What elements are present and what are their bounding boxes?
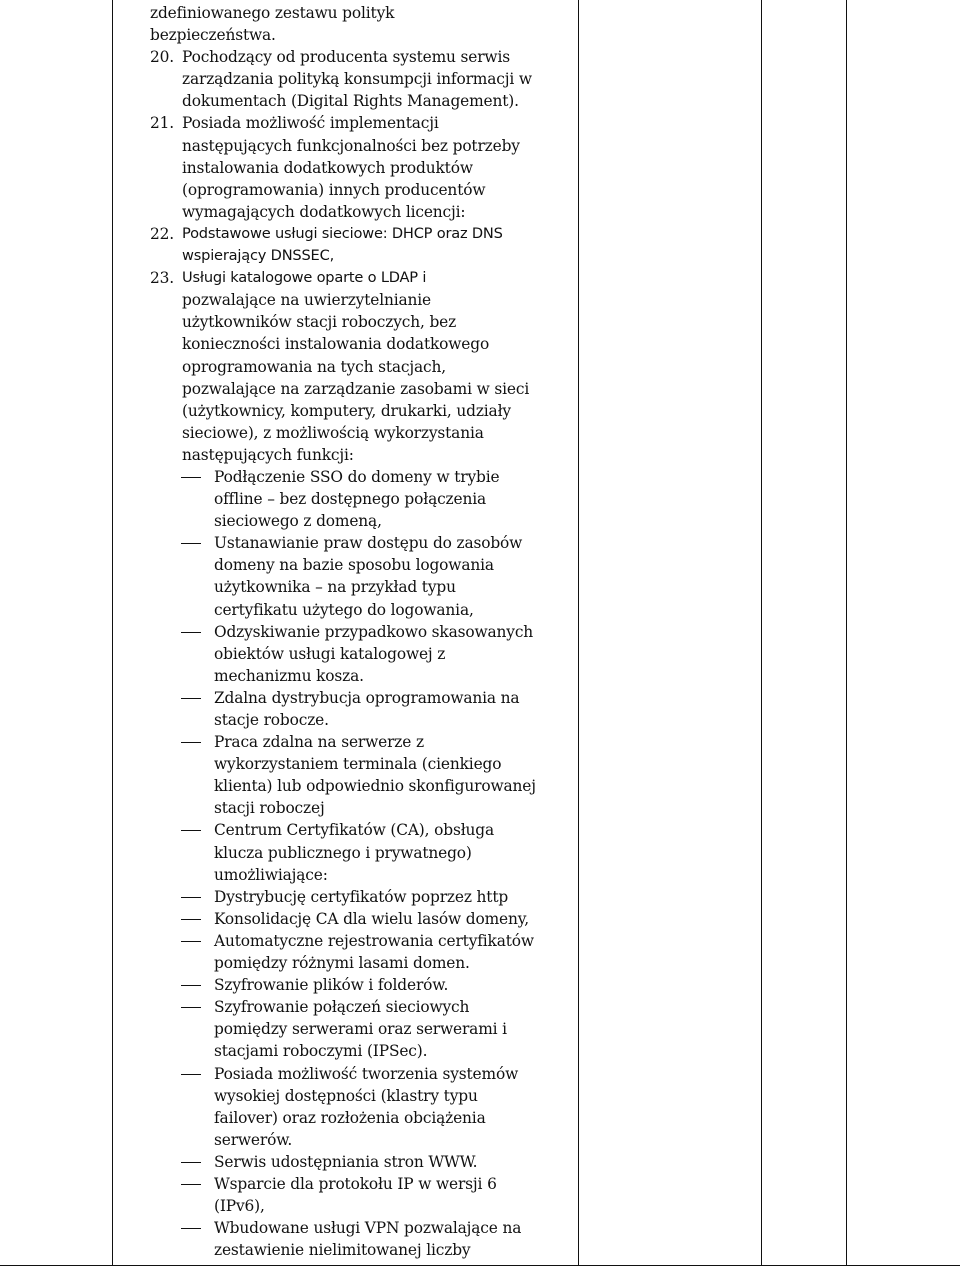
dash-list-item bbox=[150, 886, 575, 908]
text-line: wymagających dodatkowych licencji: bbox=[182, 202, 466, 221]
item-number: 20. bbox=[150, 48, 175, 67]
numbered-item-20 bbox=[150, 46, 575, 112]
text-line: umożliwiające: bbox=[214, 865, 328, 884]
text-line: Wbudowane usługi VPN pozwalające na bbox=[214, 1219, 522, 1238]
text-line: Pochodzący od producenta systemu serwis bbox=[182, 48, 510, 67]
text-line: certyfikatu użytego do logowania, bbox=[214, 600, 474, 619]
text-line: oprogramowania na tych stacjach, bbox=[182, 357, 446, 376]
dash-list-item bbox=[150, 908, 575, 930]
text-line: następujących funkcji: bbox=[182, 445, 354, 464]
feature-list bbox=[150, 466, 575, 1261]
text-line: (oprogramowania) innych producentów bbox=[182, 180, 486, 199]
text-line: użytkownika – na przykład typu bbox=[214, 578, 456, 597]
dash-list-item bbox=[150, 930, 575, 974]
text-line: klucza publicznego i prywatnego) bbox=[214, 843, 472, 862]
dash-list-item bbox=[150, 974, 575, 996]
text-line: zarządzania polityką konsumpcji informacji w bbox=[182, 70, 532, 89]
dash-list-item bbox=[150, 532, 575, 620]
text-line: mechanizmu kosza. bbox=[214, 666, 364, 685]
text-line: Ustanawianie praw dostępu do zasobów bbox=[214, 534, 523, 553]
numbered-item-23 bbox=[150, 267, 575, 466]
text-line: Usługi katalogowe oparte o LDAP i bbox=[182, 269, 427, 287]
text-line: Odzyskiwanie przypadkowo skasowanych bbox=[214, 622, 534, 641]
text-line: instalowania dodatkowych produktów bbox=[182, 158, 473, 177]
text-line: Szyfrowanie plików i folderów. bbox=[214, 976, 449, 995]
table-bottom-border bbox=[0, 1265, 960, 1266]
text-line: (IPv6), bbox=[214, 1197, 265, 1216]
text-line: pozwalające na uwierzytelnianie bbox=[182, 291, 432, 310]
text-line: bezpieczeństwa. bbox=[150, 26, 276, 45]
dash-list-item bbox=[150, 1173, 575, 1217]
text-line: Serwis udostępniania stron WWW. bbox=[214, 1152, 478, 1171]
dash-list-item bbox=[150, 1151, 575, 1173]
text-line: konieczności instalowania dodatkowego bbox=[182, 335, 490, 354]
text-line: Podłączenie SSO do domeny w trybie bbox=[214, 467, 500, 486]
text-line: zestawienie nielimitowanej liczby bbox=[214, 1241, 471, 1260]
text-line: domeny na bazie sposobu logowania bbox=[214, 556, 494, 575]
dash-list-item bbox=[150, 819, 575, 885]
text-line: Konsolidację CA dla wielu lasów domeny, bbox=[214, 909, 529, 928]
dash-list-item bbox=[150, 621, 575, 687]
dash-list-item bbox=[150, 466, 575, 532]
dash-list-item bbox=[150, 1063, 575, 1151]
text-line: serwerów. bbox=[214, 1130, 293, 1149]
table-column-divider bbox=[578, 0, 579, 1265]
item-number: 22. bbox=[150, 224, 175, 243]
text-line: failover) oraz rozłożenia obciążenia bbox=[214, 1108, 486, 1127]
text-line: stacji roboczej bbox=[214, 799, 325, 818]
text-line: klienta) lub odpowiednio skonfigurowanej bbox=[214, 777, 536, 796]
text-line: obiektów usługi katalogowej z bbox=[214, 644, 446, 663]
dash-list-item bbox=[150, 996, 575, 1062]
item-number: 23. bbox=[150, 269, 175, 288]
table-column-divider bbox=[761, 0, 762, 1265]
text-line: dokumentach (Digital Rights Management). bbox=[182, 92, 519, 111]
text-line: Centrum Certyfikatów (CA), obsługa bbox=[214, 821, 495, 840]
text-line: następujących funkcjonalności bez potrzeby bbox=[182, 136, 520, 155]
text-line: Zdalna dystrybucja oprogramowania na bbox=[214, 688, 520, 707]
text-line: Praca zdalna na serwerze z bbox=[214, 733, 424, 752]
requirements-cell bbox=[150, 2, 575, 1261]
text-line: Dystrybucję certyfikatów poprzez http bbox=[214, 887, 509, 906]
text-line: wykorzystaniem terminala (cienkiego bbox=[214, 755, 502, 774]
text-line: użytkowników stacji roboczych, bez bbox=[182, 313, 457, 332]
numbered-item-21 bbox=[150, 112, 575, 222]
text-line: offline – bez dostępnego połączenia bbox=[214, 490, 487, 509]
text-line: pomiędzy serwerami oraz serwerami i bbox=[214, 1020, 507, 1039]
table-column-divider bbox=[846, 0, 847, 1265]
numbered-item-22 bbox=[150, 223, 575, 267]
text-line: Wsparcie dla protokołu IP w wersji 6 bbox=[214, 1174, 497, 1193]
text-line: sieciowe), z możliwością wykorzystania bbox=[182, 423, 484, 442]
text-line: (użytkownicy, komputery, drukarki, udziały bbox=[182, 401, 511, 420]
table-border-left bbox=[112, 0, 113, 1265]
text-line: stacjami roboczymi (IPSec). bbox=[214, 1042, 428, 1061]
text-line: Posiada możliwość implementacji bbox=[182, 114, 439, 133]
text-line: Podstawowe usługi sieciowe: DHCP oraz DNS bbox=[182, 224, 503, 242]
dash-list-item bbox=[150, 731, 575, 819]
item-number: 21. bbox=[150, 114, 175, 133]
text-line: zdefiniowanego zestawu polityk bbox=[150, 4, 395, 22]
text-line: Posiada możliwość tworzenia systemów bbox=[214, 1064, 519, 1083]
text-line: pozwalające na zarządzanie zasobami w sieci bbox=[182, 379, 530, 398]
text-line: Automatyczne rejestrowania certyfikatów bbox=[214, 931, 534, 950]
continuation-text bbox=[150, 2, 575, 46]
text-line: wspierający DNSSEC, bbox=[182, 247, 335, 265]
text-line: stacje robocze. bbox=[214, 711, 329, 729]
text-line: pomiędzy różnymi lasami domen. bbox=[214, 954, 470, 973]
dash-list-item bbox=[150, 687, 575, 731]
text-line: wysokiej dostępności (klastry typu bbox=[214, 1086, 478, 1105]
dash-list-item bbox=[150, 1217, 575, 1261]
text-line: Szyfrowanie połączeń sieciowych bbox=[214, 998, 470, 1017]
text-line: sieciowego z domeną, bbox=[214, 512, 382, 531]
